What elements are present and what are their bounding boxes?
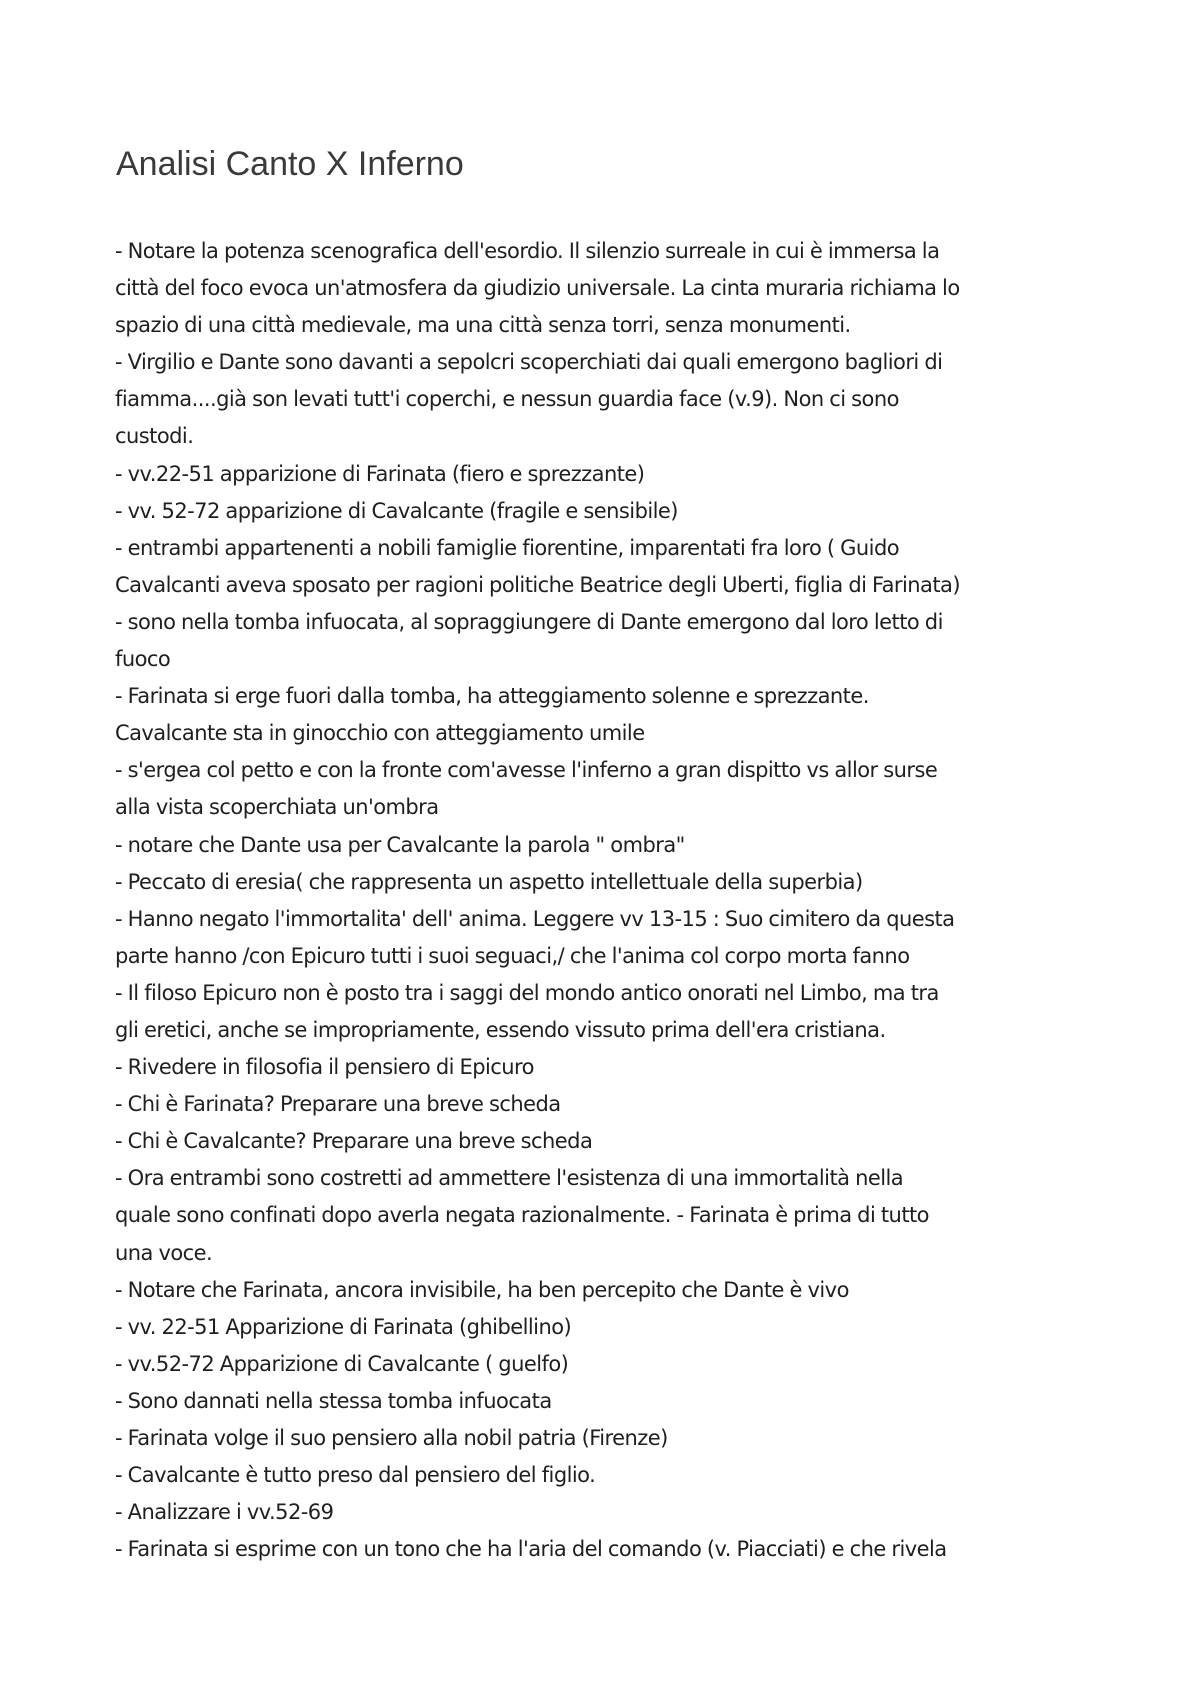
body-line: spazio di una città medievale, ma una città senza torri, senza monumenti. — [115, 313, 851, 338]
body-line: parte hanno /con Epicuro tutti i suoi seguaci,/ che l'anima col corpo morta fanno — [115, 943, 910, 968]
body-line: gli eretici, anche se impropriamente, essendo vissuto prima dell'era cristiana. — [115, 1017, 886, 1042]
body-line: - Virgilio e Dante sono davanti a sepolcri scoperchiati dai quali emergono bagliori di — [115, 350, 943, 375]
body-line: fuoco — [115, 647, 171, 672]
body-line: - Cavalcante è tutto preso dal pensiero del figlio. — [115, 1463, 596, 1488]
body-line: - Analizzare i vv.52-69 — [115, 1500, 334, 1525]
body-line: - Farinata si esprime con un tono che ha l'aria del comando (v. Piacciati) e che rivela — [115, 1537, 947, 1562]
body-line: fiamma....già son levati tutt'i coperchi, e nessun guardia face (v.9). Non ci sono — [115, 387, 899, 412]
body-line: - Farinata volge il suo pensiero alla nobil patria (Firenze) — [115, 1426, 668, 1450]
body-line: - Sono dannati nella stessa tomba infuocata — [115, 1388, 552, 1413]
body-line: - vv. 22-51 Apparizione di Farinata (ghibellino) — [115, 1314, 572, 1339]
body-line: una voce. — [115, 1240, 213, 1265]
body-line: - Hanno negato l'immortalita' dell' anima. Leggere vv 13-15 : Suo cimitero da questa — [115, 906, 955, 931]
body-line: Cavalcanti aveva sposato per ragioni politiche Beatrice degli Uberti, figlia di Farinata) — [115, 572, 961, 597]
body-line: - s'ergea col petto e con la fronte com'avesse l'inferno a gran dispitto vs allor surse — [115, 758, 938, 783]
document-body — [115, 233, 1115, 1568]
body-line: - Notare che Farinata, ancora invisibile, ha ben percepito che Dante è vivo — [115, 1277, 849, 1302]
body-line: alla vista scoperchiata un'ombra — [115, 795, 439, 820]
body-line: - Peccato di eresia( che rappresenta un aspetto intellettuale della superbia) — [115, 869, 863, 894]
body-line: città del foco evoca un'atmosfera da giudizio universale. La cinta muraria richiama lo — [115, 276, 960, 301]
body-line: - Il filoso Epicuro non è posto tra i saggi del mondo antico onorati nel Limbo, ma tra — [115, 980, 939, 1005]
body-line: - vv.22-51 apparizione di Farinata (fiero e sprezzante) — [115, 461, 645, 486]
body-line: - vv. 52-72 apparizione di Cavalcante (fragile e sensibile) — [115, 498, 678, 523]
body-line: - Chi è Cavalcante? Preparare una breve scheda — [115, 1129, 593, 1154]
body-line: - Chi è Farinata? Preparare una breve scheda — [115, 1092, 561, 1117]
body-line: - Notare la potenza scenografica dell'esordio. Il silenzio surreale in cui è immersa la — [115, 239, 940, 263]
body-line: - Ora entrambi sono costretti ad ammettere l'esistenza di una immortalità nella — [115, 1166, 904, 1191]
body-line: custodi. — [115, 424, 194, 449]
body-line: - notare che Dante usa per Cavalcante la parola " ombra" — [115, 832, 685, 857]
body-line: - Farinata si erge fuori dalla tomba, ha atteggiamento solenne e sprezzante. — [115, 684, 869, 709]
document-title: Analisi Canto X Inferno — [116, 145, 464, 183]
body-line: - sono nella tomba infuocata, al sopraggiungere di Dante emergono dal loro letto di — [115, 609, 943, 634]
body-line: - vv.52-72 Apparizione di Cavalcante ( guelfo) — [115, 1351, 569, 1376]
body-line: - Rivedere in filosofia il pensiero di Epicuro — [115, 1055, 534, 1080]
body-line: - entrambi appartenenti a nobili famiglie fiorentine, imparentati fra loro ( Guido — [115, 535, 900, 560]
body-line: Cavalcante sta in ginocchio con atteggiamento umile — [115, 721, 645, 746]
body-line: quale sono confinati dopo averla negata razionalmente. - Farinata è prima di tutto — [115, 1203, 929, 1228]
